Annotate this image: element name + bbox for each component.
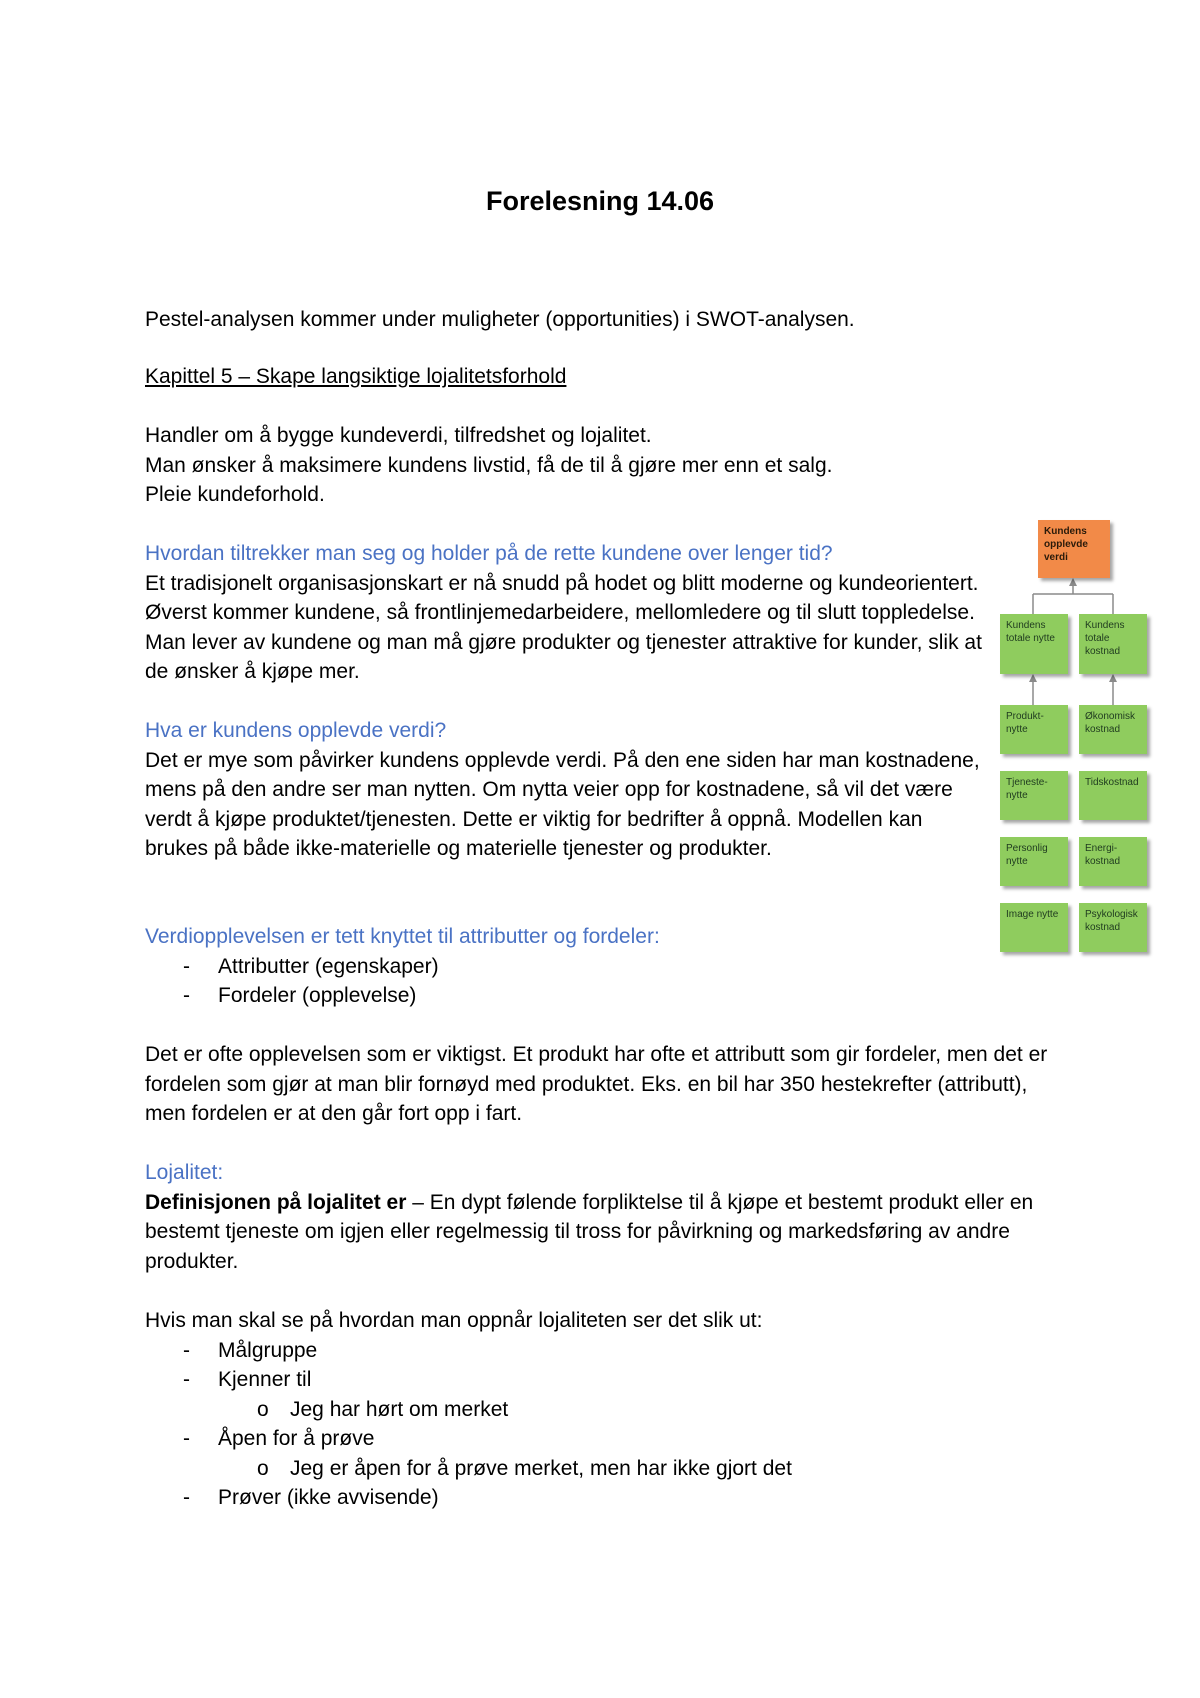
- page-title: Forelesning 14.06: [485, 186, 715, 216]
- chapter-line: Handler om å bygge kundeverdi, tilfredshet og lojalitet.: [145, 424, 652, 447]
- attribute-paragraph: Det er ofte opplevelsen som er viktigst. Et produkt har ofte et attributt som gir fordeler, men det er fordelen som gjør at man blir fornøyd med produktet. Eks. en bil har 350 hestekrefter (attributt), men fordelen er at den går fort opp i fart.: [145, 1043, 1048, 1125]
- section-heading: Lojalitet:: [145, 1161, 224, 1184]
- diagram-right-total-box: Kundens totale kostnad: [1079, 614, 1147, 674]
- diagram-left-box: Image nytte: [1000, 903, 1068, 952]
- section-loyalty: [145, 1158, 1065, 1276]
- diagram-left-box: Personlig nytte: [1000, 837, 1068, 886]
- section-body: Et tradisjonelt organisasjonskart er nå snudd på hodet og blitt moderne og kundeorientert. Øverst kommer kundene, så frontlinjemedarbeidere, mellomledere og til slutt toppledelse. Man lever av kundene og man må gjøre produkter og tjenester attraktive for kunder, slik at de ønsker å kjøpe mer.: [145, 571, 982, 683]
- chapter-line: Man ønsker å maksimere kundens livstid, få de til å gjøre mer enn et salg.: [145, 453, 833, 477]
- list-item: - Prøver (ikke avvisende): [145, 1483, 1065, 1513]
- diagram-left-total-box: Kundens totale nytte: [1000, 614, 1068, 674]
- list-item: - Målgruppe: [145, 1336, 1065, 1366]
- steps-list: [145, 1336, 1065, 1513]
- steps-intro: Hvis man skal se på hvordan man oppnår lojaliteten ser det slik ut:: [145, 1309, 763, 1332]
- diagram-right-box: Tidskostnad: [1079, 771, 1147, 820]
- chapter-heading: Kapittel 5 – Skape langsiktige lojalitetsforhold: [145, 365, 567, 388]
- diagram-top-box: Kundens opplevde verdi: [1038, 520, 1110, 578]
- intro-text: Pestel-analysen kommer under muligheter (opportunities) i SWOT-analysen.: [145, 308, 855, 331]
- section-perceived-value: [145, 716, 985, 864]
- list-item: - Attributter (egenskaper): [145, 952, 985, 982]
- attribute-list: [145, 952, 985, 1011]
- list-subitem: o Jeg har hørt om merket: [145, 1395, 1065, 1425]
- diagram-right-box: Psykologisk kostnad: [1079, 903, 1147, 952]
- section-heading: Verdiopplevelsen er tett knyttet til attributter og fordeler:: [145, 925, 660, 948]
- diagram-right-box: Energi-kostnad: [1079, 837, 1147, 886]
- section-heading: Hvordan tiltrekker man seg og holder på de rette kundene over lenger tid?: [145, 542, 833, 565]
- list-item: - Kjenner til: [145, 1365, 1065, 1395]
- list-item: - Åpen for å prøve: [145, 1424, 1065, 1454]
- perceived-value-diagram: [1000, 520, 1160, 970]
- definition-text: – En dypt følende forpliktelse til å kjøpe et bestemt produkt eller en bestemt tjeneste om igjen eller regelmessig til tross for påvirkning og markedsføring av andre produkter.: [145, 1190, 1034, 1273]
- list-subitem: o Jeg er åpen for å prøve merket, men har ikke gjort det: [145, 1454, 1065, 1484]
- loyalty-definition: [145, 1188, 1065, 1277]
- loyalty-steps: [145, 1306, 1065, 1513]
- section-customers: [145, 539, 985, 687]
- section-body: Det er mye som påvirker kundens opplevde verdi. På den ene siden har man kostnadene, mens på den andre ser man nytten. Om nytta veier opp for kostnadene, så vil det være verdt å kjøpe produktet/tjenesten. Dette er viktig for bedrifter å oppnå. Modellen kan brukes på både ikke-materielle og materielle tjenester og produkter.: [145, 748, 980, 860]
- diagram-left-box: Produkt-nytte: [1000, 705, 1068, 754]
- list-item: - Fordeler (opplevelse): [145, 981, 985, 1011]
- diagram-right-box: Økonomisk kostnad: [1079, 705, 1147, 754]
- diagram-left-box: Tjeneste-nytte: [1000, 771, 1068, 820]
- section-heading: Hva er kundens opplevde verdi?: [145, 719, 447, 742]
- section-attributes: [145, 922, 985, 1011]
- definition-label: Definisjonen på lojalitet er: [145, 1190, 407, 1214]
- chapter-line: Pleie kundeforhold.: [145, 483, 325, 506]
- chapter-lines: [145, 421, 1065, 510]
